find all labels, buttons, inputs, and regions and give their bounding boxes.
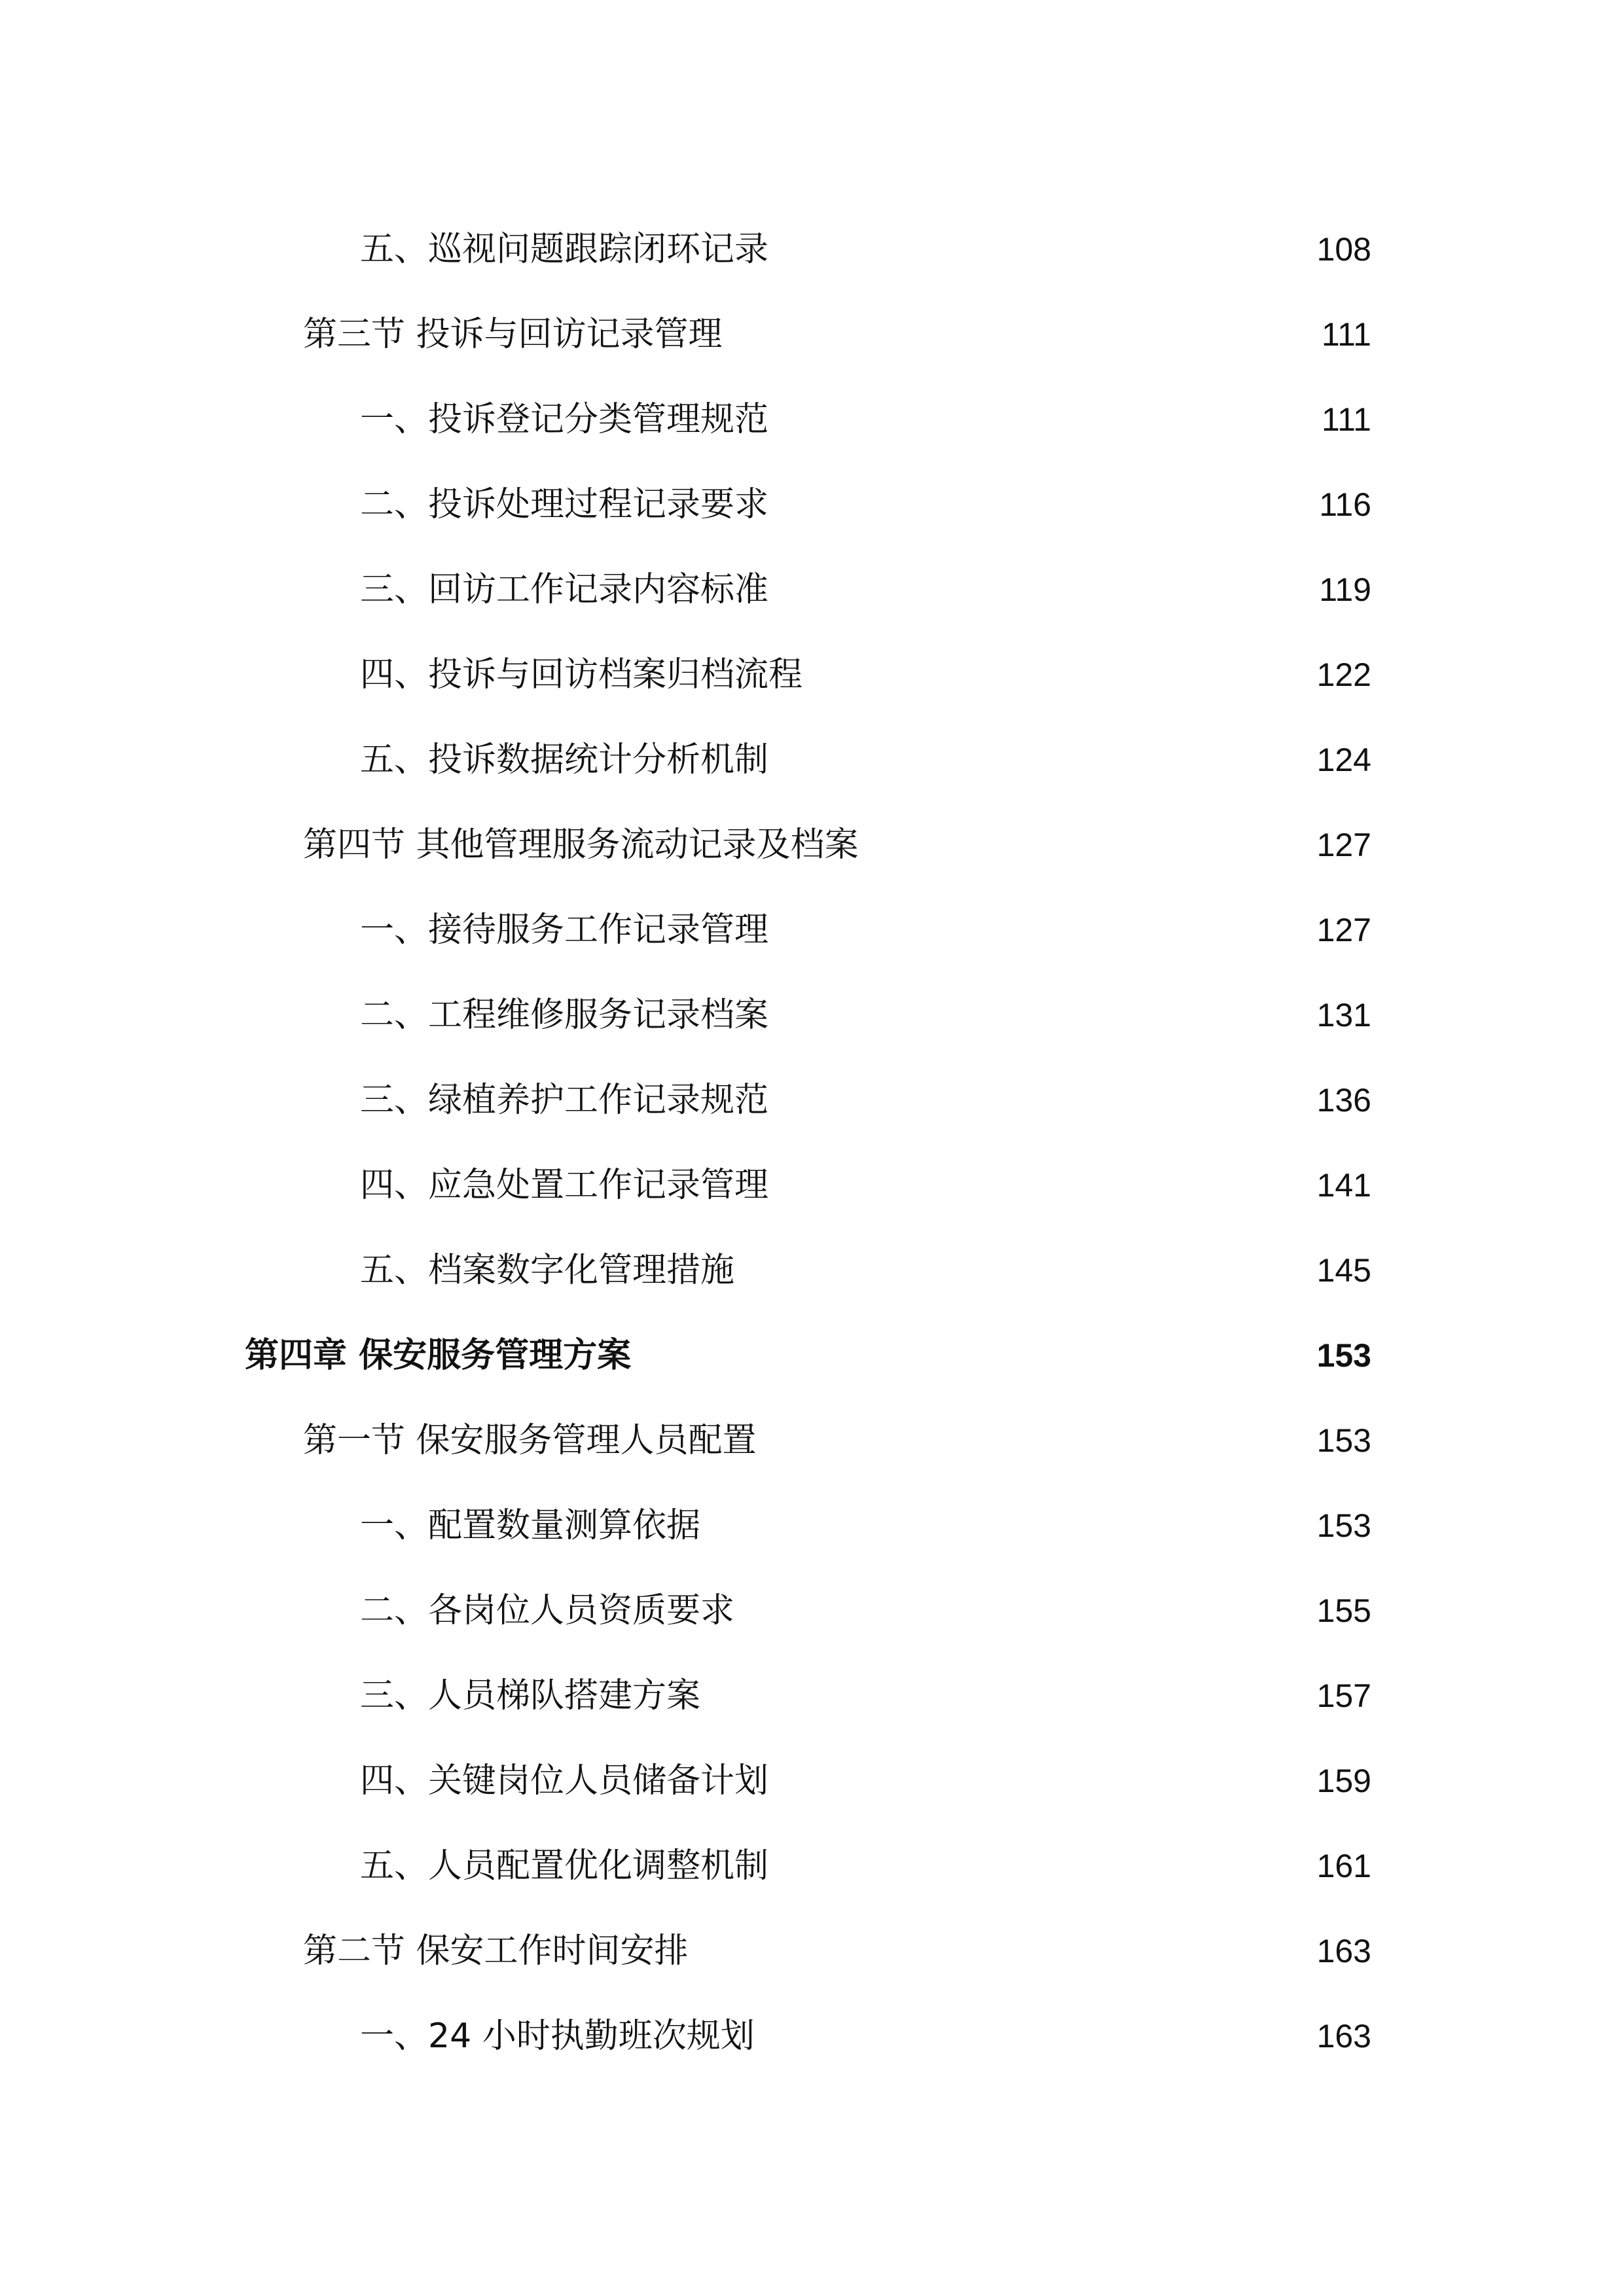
dot-leader [806, 641, 1313, 694]
dot-leader [772, 386, 1318, 439]
dot-leader [738, 1237, 1313, 1289]
toc-entry-title: 五、投诉数据统计分析机制 [360, 740, 769, 780]
toc-entry-title: 五、人员配置优化调整机制 [360, 1846, 769, 1886]
toc-entry[interactable] [360, 1059, 1371, 1120]
dot-leader [759, 2003, 1313, 2055]
toc-entry-page: 122 [1316, 656, 1371, 693]
toc-entry-title: 第二节 保安工作时间安排 [303, 1931, 689, 1971]
toc-entry-title: 五、档案数字化管理措施 [360, 1251, 735, 1290]
toc-entry-page: 153 [1316, 1337, 1371, 1374]
toc-entry-title: 一、配置数量测算依据 [360, 1506, 701, 1545]
dot-leader [772, 216, 1313, 268]
toc-entry[interactable] [360, 974, 1371, 1035]
toc-entry-page: 153 [1316, 1507, 1371, 1544]
toc-entry[interactable] [360, 1655, 1371, 1715]
toc-entry-page: 111 [1321, 401, 1371, 438]
toc-entry-title: 四、应急处置工作记录管理 [360, 1166, 769, 1205]
toc-entry[interactable] [303, 804, 1371, 865]
toc-entry[interactable] [360, 889, 1371, 950]
dot-leader [704, 1662, 1313, 1715]
toc-entry-page: 145 [1316, 1252, 1371, 1289]
toc-entry[interactable] [360, 1995, 1371, 2056]
toc-entry-page: 163 [1316, 2018, 1371, 2054]
toc-entry-title: 三、绿植养护工作记录规范 [360, 1081, 769, 1120]
toc-entry-title: 第三节 投诉与回访记录管理 [303, 315, 723, 354]
toc-entry[interactable] [360, 1825, 1371, 1886]
toc-entry[interactable] [303, 1910, 1371, 1971]
toc-entry-title: 四、投诉与回访档案归档流程 [360, 655, 803, 694]
toc-entry[interactable] [360, 1229, 1371, 1290]
dot-leader [704, 1492, 1313, 1545]
toc-entry[interactable] [360, 378, 1371, 439]
toc-entry-title: 第一节 保安服务管理人员配置 [303, 1421, 757, 1460]
dot-leader [863, 812, 1313, 864]
toc-entry[interactable] [360, 634, 1371, 694]
toc-entry-page: 111 [1321, 316, 1371, 353]
toc-entry-page: 141 [1316, 1167, 1371, 1204]
dot-leader [772, 726, 1313, 779]
toc-entry-page: 116 [1319, 486, 1371, 523]
dot-leader [772, 1833, 1313, 1885]
toc-entry-chapter[interactable] [245, 1314, 1371, 1375]
toc-entry-page: 155 [1316, 1592, 1371, 1629]
toc-entry-page: 153 [1316, 1422, 1371, 1459]
dot-leader [693, 1918, 1313, 1970]
toc-entry[interactable] [360, 1144, 1371, 1205]
dot-leader [738, 1577, 1313, 1630]
toc-entry-title: 五、巡视问题跟踪闭环记录 [360, 230, 769, 269]
toc-entry[interactable] [360, 1570, 1371, 1630]
toc-entry-page: 157 [1316, 1677, 1371, 1714]
dot-leader [772, 556, 1315, 609]
toc-entry-page: 131 [1316, 997, 1371, 1033]
toc-entry-title: 第四章 保安服务管理方案 [245, 1336, 632, 1375]
dot-leader [635, 1322, 1312, 1374]
toc-entry[interactable] [360, 548, 1371, 609]
toc-entry[interactable] [303, 293, 1371, 354]
toc-entry-title: 四、关键岗位人员储备计划 [360, 1761, 769, 1801]
toc-entry-page: 124 [1316, 742, 1371, 778]
toc-entry-page: 163 [1316, 1933, 1371, 1969]
toc-entry-title: 二、工程维修服务记录档案 [360, 996, 769, 1035]
toc-entry[interactable] [360, 463, 1371, 524]
dot-leader [772, 1067, 1313, 1119]
dot-leader [772, 1748, 1313, 1800]
toc-entry[interactable] [360, 719, 1371, 780]
toc-entry-title: 一、24 小时执勤班次规划 [360, 2017, 755, 2056]
toc-entry-title: 一、接待服务工作记录管理 [360, 910, 769, 950]
toc-entry[interactable] [360, 1740, 1371, 1801]
dot-leader [761, 1407, 1313, 1460]
dot-leader [772, 471, 1315, 524]
toc-entry-page: 159 [1316, 1763, 1371, 1799]
toc-entry[interactable] [360, 208, 1371, 269]
toc-entry[interactable] [303, 1399, 1371, 1460]
toc-entry-page: 108 [1316, 231, 1371, 268]
toc-entry-page: 136 [1316, 1082, 1371, 1119]
toc-entry-title: 二、投诉处理过程记录要求 [360, 485, 769, 524]
toc-entry-title: 三、回访工作记录内容标准 [360, 570, 769, 609]
toc-entry-title: 第四节 其他管理服务流动记录及档案 [303, 825, 859, 865]
dot-leader [772, 1152, 1313, 1204]
dot-leader [727, 301, 1318, 353]
toc-entry-page: 127 [1316, 827, 1371, 863]
toc-entry-page: 161 [1316, 1848, 1371, 1884]
toc-entry-page: 119 [1319, 571, 1371, 608]
toc-entry-title: 一、投诉登记分类管理规范 [360, 400, 769, 439]
dot-leader [772, 897, 1313, 949]
toc-entry[interactable] [360, 1484, 1371, 1545]
toc-entry-title: 三、人员梯队搭建方案 [360, 1676, 701, 1715]
dot-leader [772, 982, 1313, 1034]
toc-entry-title: 二、各岗位人员资质要求 [360, 1591, 735, 1630]
toc-entry-page: 127 [1316, 912, 1371, 948]
